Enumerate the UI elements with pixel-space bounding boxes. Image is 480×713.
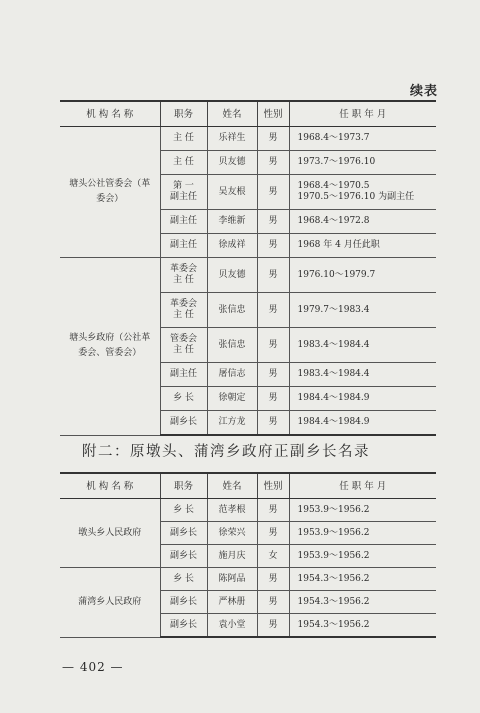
name-cell: 徐朝定 (207, 387, 257, 411)
term-cell (289, 591, 436, 614)
position-cell (160, 499, 207, 522)
position-text: 主 任 (173, 157, 194, 167)
position-cell (160, 151, 207, 175)
name-cell: 贝友德 (207, 151, 257, 175)
name-cell: 范孝根 (207, 499, 257, 522)
gender-cell: 男 (257, 293, 289, 328)
term-cell (289, 411, 436, 436)
gender-cell: 男 (257, 591, 289, 614)
header-position: 职务 (160, 101, 207, 127)
table-row (60, 568, 436, 591)
appendix-title: 附二：原墩头、蒲湾乡政府正副乡长名录 (82, 444, 370, 460)
gender-cell: 男 (257, 175, 289, 210)
term-text: 1983.4～1984.4 (297, 339, 370, 350)
table-row (60, 258, 436, 293)
position-cell (160, 591, 207, 614)
gender-cell: 男 (257, 411, 289, 436)
org-name-cell: 蒲湾乡人民政府 (60, 568, 160, 638)
term-cell (289, 387, 436, 411)
name-cell: 张信忠 (207, 293, 257, 328)
name-cell: 施月庆 (207, 545, 257, 568)
gender-cell: 男 (257, 127, 289, 151)
position-text: 乡 长 (173, 504, 194, 515)
term-cell (289, 363, 436, 387)
term-cell (289, 151, 436, 175)
gender-cell: 男 (257, 151, 289, 175)
name-cell: 袁小堂 (207, 614, 257, 638)
term-text: 1968.4～1973.7 (297, 133, 370, 143)
term-cell (289, 258, 436, 293)
position-cell (160, 614, 207, 638)
header-org: 机 构 名 称 (60, 473, 160, 499)
header-term: 任 职 年 月 (289, 101, 436, 127)
name-cell: 江方龙 (207, 411, 257, 436)
term-cell (289, 127, 436, 151)
gender-cell: 男 (257, 210, 289, 234)
table-header-row (60, 101, 436, 127)
term-text: 1953.9～1956.2 (297, 504, 370, 515)
term-text: 1968.4～1972.8 (297, 216, 370, 226)
gender-cell: 男 (257, 258, 289, 293)
header-term: 任 职 年 月 (289, 473, 436, 499)
name-cell: 严林册 (207, 591, 257, 614)
name-cell: 徐成祥 (207, 234, 257, 258)
page-number: — 402 — (62, 660, 124, 674)
position-text: 革委会 (169, 299, 197, 309)
table-row (60, 127, 436, 151)
term-text: 1976.10～1979.7 (297, 269, 376, 280)
gender-cell: 男 (257, 522, 289, 545)
header-name: 姓名 (207, 473, 257, 499)
name-cell: 乐祥生 (207, 127, 257, 151)
name-cell: 陈阿品 (207, 568, 257, 591)
term-text: 1954.3～1956.2 (297, 596, 370, 607)
position-cell (160, 328, 207, 363)
header-gender: 性别 (257, 473, 289, 499)
org-name-cell: 墩头乡人民政府 (60, 499, 160, 568)
gender-cell: 男 (257, 614, 289, 638)
term-text: 1953.9～1956.2 (297, 550, 370, 561)
continued-label: 续表 (409, 84, 438, 99)
name-cell: 屠信志 (207, 363, 257, 387)
position-cell (160, 127, 207, 151)
table-header-row (60, 473, 436, 499)
term-cell (289, 293, 436, 328)
term-text: 1979.7～1983.4 (297, 304, 370, 315)
position-cell (160, 234, 207, 258)
position-cell (160, 568, 207, 591)
term-cell (289, 614, 436, 638)
term-text: 1968.4～1970.5 (297, 181, 370, 191)
position-cell (160, 210, 207, 234)
name-cell: 贝友德 (207, 258, 257, 293)
term-cell (289, 522, 436, 545)
term-text: 1973.7～1976.10 (297, 157, 376, 167)
position-cell (160, 522, 207, 545)
position-text: 副乡长 (169, 550, 197, 561)
position-cell (160, 293, 207, 328)
term-text: 1968 年 4 月任此职 (297, 240, 380, 250)
position-text: 乡 长 (173, 573, 194, 584)
position-text: 副主任 (169, 240, 197, 250)
term-text: 1984.4～1984.9 (297, 417, 370, 427)
position-cell (160, 175, 207, 210)
name-cell: 吴友根 (207, 175, 257, 210)
term-text: 1953.9～1956.2 (297, 527, 370, 538)
position-text: 主 任 (173, 345, 194, 355)
term-cell (289, 568, 436, 591)
gender-cell: 男 (257, 363, 289, 387)
org-name-cell: 塘头公社管委会（革委会） (60, 127, 160, 258)
term-text: 1954.3～1956.2 (297, 619, 370, 630)
position-cell (160, 387, 207, 411)
term-text: 1954.3～1956.2 (297, 573, 370, 584)
gender-cell: 男 (257, 499, 289, 522)
position-text: 副乡长 (169, 619, 197, 630)
term-text: 1970.5～1976.10 为副主任 (297, 192, 415, 202)
term-text: 1983.4～1984.4 (297, 369, 370, 379)
position-text: 副乡长 (169, 527, 197, 538)
term-cell (289, 234, 436, 258)
position-text: 第 一 (173, 181, 194, 191)
term-cell (289, 210, 436, 234)
gender-cell: 男 (257, 387, 289, 411)
gender-cell: 男 (257, 234, 289, 258)
position-cell (160, 545, 207, 568)
term-cell (289, 175, 436, 210)
officials-table-continued (60, 100, 436, 436)
name-cell: 张信忠 (207, 328, 257, 363)
table-row (60, 499, 436, 522)
position-text: 乡 长 (173, 393, 194, 403)
position-text: 副乡长 (169, 596, 197, 607)
position-cell (160, 411, 207, 436)
term-cell (289, 499, 436, 522)
position-text: 管委会 (169, 334, 197, 344)
position-text: 副主任 (169, 369, 197, 379)
term-cell (289, 328, 436, 363)
header-org: 机 构 名 称 (60, 101, 160, 127)
header-gender: 性别 (257, 101, 289, 127)
position-text: 主 任 (173, 275, 194, 285)
position-text: 副主任 (169, 192, 197, 202)
term-cell (289, 545, 436, 568)
org-name-cell: 塘头乡政府（公社革委会、管委会） (60, 258, 160, 436)
position-text: 主 任 (173, 133, 194, 143)
position-text: 副乡长 (169, 417, 197, 427)
position-text: 革委会 (169, 264, 197, 274)
position-text: 主 任 (173, 310, 194, 320)
gender-cell: 男 (257, 568, 289, 591)
position-cell (160, 363, 207, 387)
gender-cell: 女 (257, 545, 289, 568)
name-cell: 徐荣兴 (207, 522, 257, 545)
position-text: 副主任 (169, 216, 197, 226)
term-text: 1984.4～1984.9 (297, 393, 370, 403)
header-position: 职务 (160, 473, 207, 499)
header-name: 姓名 (207, 101, 257, 127)
township-heads-table (60, 472, 436, 638)
gender-cell: 男 (257, 328, 289, 363)
name-cell: 李维新 (207, 210, 257, 234)
position-cell (160, 258, 207, 293)
